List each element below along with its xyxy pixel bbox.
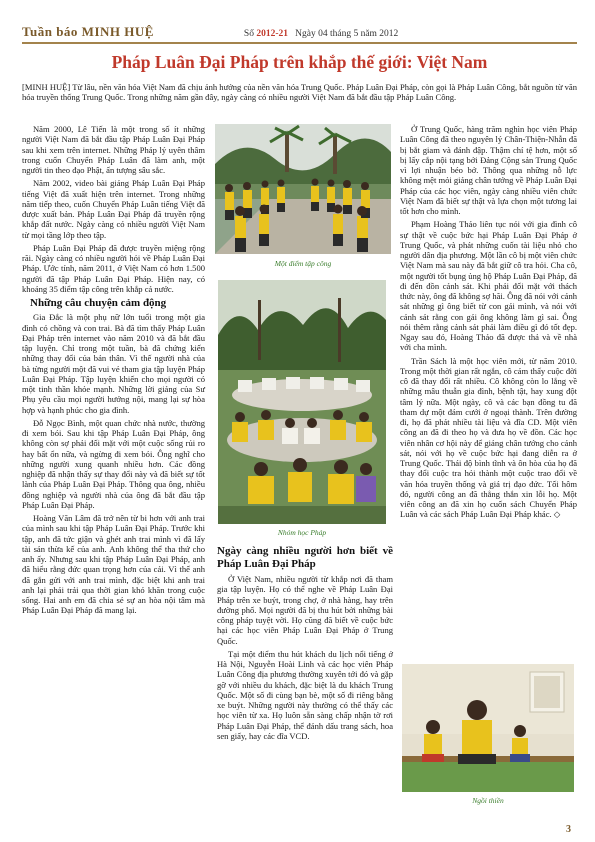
right-paragraph: Phạm Hoàng Thảo liên tục nói với gia đình cô sự thật về cuộc bức hại Pháp Luân Đại Pháp ở Trung Quốc, và phát những cuốn tài liệu nhỏ cho người dân địa phương. Một lần cô bị một viên chức Việt Nam mà sau này đã bắt giữ cô tra hỏi. Cha cô, một người tốt bụng ủng hộ Pháp Luân Đại Pháp, đã đi đến đồn cảnh sát. Khi phải đối mặt với thách thức này, ông đã không sợ hãi. Ông đã nói với cảnh sát những gì ông biết từ con gái mình, và nói với cảnh sát rằng con gái ông không làm gì sai. Ông nói thêm rằng cảnh sát phải làm điều gì đó tốt đẹp. Ngay sau đó, Hoàng Thảo đã được thả và về nhà với cha mình.: [400, 219, 577, 353]
issue-date: Ngày 04 tháng 5 năm 2012: [295, 29, 399, 39]
photo-caption: Ngồi thiền: [472, 796, 504, 805]
left-paragraph: Hoàng Văn Lâm đã trở nên từ bi hơn với anh trai của mình sau khi tập Pháp Luân Đại Pháp. Trước khi tập, anh đã tức giận và ghét anh trai mình vì đã lấy tài sản thừa kế của anh. Anh không thể tha thứ cho anh ấy. Nhưng sau khi tập Pháp Luân Đại Pháp, anh đã hiểu rằng đức quan trọng hơn của cải. Vì thế anh đã gắn gửi với anh trai mình, đặc biệt khi anh trai anh lại phải trải qua thời gian khó khăn trong cuộc sống. Hai anh em đã chia sẻ sự an hòa nội tâm mà Pháp Luân Đại Pháp đã mang lại.: [22, 513, 205, 616]
left-paragraph: Năm 2002, video bài giảng Pháp Luân Đại Pháp tiếng Việt đã xuất hiện trên internet. Trong những năm tiếp theo, cuốn Chuyển Pháp Luân tiếng Việt đã được xuất bản. Pháp Luân Đại Pháp đã truyền rộng khắp đất nước. Ngày càng có nhiều người Việt Nam từ mọi tầng lớp theo tập.: [22, 178, 205, 240]
article-intro: [MINH HUỆ] Từ lâu, nền văn hóa Việt Nam đã chịu ảnh hưởng của nền văn hóa Trung Quốc. Pháp Luân Đại Pháp, còn gọi là Pháp Luân Công, bắt nguồn từ văn hóa truyền thống Trung Quốc. Trong những năm gần đây, ngày càng có nhiều người Việt Nam đã bắt đầu tập Pháp Luân Công.: [22, 82, 577, 103]
issue-number: 2012-21: [256, 29, 289, 39]
right-column: [400, 124, 577, 523]
issue-prefix: Số: [243, 29, 254, 39]
group-exercise-photo: [215, 124, 391, 254]
photo-caption: Một điểm tập công: [274, 259, 332, 268]
study-group-photo: [218, 280, 386, 524]
left-paragraph: Gia Đắc là một phụ nữ lớn tuổi trong một gia đình có chồng và con trai. Bà đã tìm thấy Pháp Luân Đại Pháp trên internet vào năm 2010 và đã bắt đầu tập luyện. Chỉ trong một tuần, bà đã chứng kiến những thay đổi của bản thân. Vì thế người nhà của bà từng người một đã vui vẻ tham gia tập luyện Pháp Luân Đại Pháp. Tập luyện khiến cho mọi người có một tinh thần khỏe mạnh. Những lời giảng của Sư Phụ yêu cầu mọi người hướng nội, mang lại sự hòa hợp và hạnh phúc cho gia đình.: [22, 312, 205, 415]
masthead: [22, 18, 577, 40]
left-paragraph: Pháp Luân Đại Pháp đã được truyền miệng rộng rãi. Ngày càng có nhiều người hỏi về Pháp Luân Đại Pháp. Ước tính, năm 2011, ở Việt Nam có hơn 1.500 người đã tập Pháp Luân Đại Pháp. Hiện nay, có khoảng 35 điểm tập công trên khắp cả nước.: [22, 242, 205, 294]
photo-caption: Nhóm học Pháp: [277, 528, 327, 537]
article-headline: Pháp Luân Đại Pháp trên khắp thế giới: Việt Nam: [111, 52, 488, 72]
issue-info: [244, 29, 398, 39]
left-paragraph: Năm 2000, Lê Tiến là một trong số ít những người Việt Nam đã bắt đầu tập Pháp Luân Đại Pháp sau khi xem trên internet. Những Pháp lý uyên thâm trong cuốn Chuyển Pháp Luân đã làm anh, một người tin theo đạo Phật, ấn tượng sâu sắc.: [22, 124, 205, 175]
newspaper-title: Tuần báo MINH HUỆ: [22, 24, 154, 39]
middle-paragraph: Ở Việt Nam, nhiều người từ khắp nơi đã tham gia tập luyện. Họ có thể nghe về Pháp Luân Đại Pháp trên xe buýt, trong chợ, ở nhà hàng, hay trên đường phố. Mọi người đã bị thu hút bởi những bài công pháp tuyệt vời. Họ cũng đã biết về cuộc bức hại các học viên Pháp Luân Đại Pháp ở Trung Quốc.: [217, 574, 393, 646]
left-paragraph: Đỗ Ngọc Bình, một quan chức nhà nước, thường đi xem bói. Sau khi tập Pháp Luân Đại Pháp, ông không còn sợ phải đối mặt với một cuộc sống rủi ro hay bất ổn nữa, và ngừng đi xem bói. Ông nghĩ cho những người xung quanh nhiều hơn. Các đồng nghiệp đã nhận thấy sự thay đổi này và đã biết sự tốt lành của Pháp Luân Đại Pháp. Thông qua ông, nhiều đồng nghiệp và người nhà của ông đã bắt đầu tập Pháp Luân Đại Pháp.: [22, 417, 205, 510]
left-column: [22, 124, 205, 619]
right-paragraph: Trần Sách là một học viên mới, từ năm 2010. Trong một thời gian rất ngắn, cô cảm thấy cuộc đời cô đã thay đổi rất nhiều. Cô không còn lo lắng về những mâu thuẫn gia đình, bệnh tật, hay xung đột tâm lý nữa. Một ngày, cô và các bạn đồng tu đã tham dự một đám cưới ở ngoại thành. Trên đường đi, họ đã phát nhiều tài liệu và đĩa CD. Một viên công an đã đi theo họ và đưa họ về đồn. Các học viên nhân cơ hội này để giảng chân tướng cho cảnh sát, nói với họ về cuộc bức hại đang diễn ra ở Trung Quốc. Thái độ bình tĩnh và ôn hòa của họ đã thay đổi cuộc tra hỏi thành một cuộc trao đổi về văn hóa truyền thống và giá trị đạo đức. Tối hôm đó, người công an đã thẳng thắn xin lỗi họ. Một viên công an đã xin họ cuốn sách Chuyển Pháp Luân và các sách Pháp Luân Đại Pháp khác. ◇: [400, 355, 577, 520]
middle-column: [217, 545, 393, 744]
masthead-divider: [22, 42, 577, 44]
right-paragraph: Ở Trung Quốc, hàng trăm nghìn học viên Pháp Luân Công đã theo nguyên lý Chân-Thiện-Nhẫn đã bị bắt giam và đánh đập. Thậm chí tệ hơn, một số bị lấy cắp nội tạng bởi Đảng Cộng sản Trung Quốc vì lợi nhuận béo bở. Thông qua những nỗ lực không mệt mỏi giảng chân tướng về Pháp Luân Đại Pháp của các học viên, ngày càng nhiều viên chức Việt Nam đã biết sự thật và lựa chọn một tương lai tốt hơn cho mình.: [400, 124, 577, 216]
meditation-photo: [402, 664, 574, 792]
section-subhead: Ngày càng nhiều người hơn biết về Pháp Luân Đại Pháp: [217, 545, 393, 570]
middle-paragraph: Tại một điểm thu hút khách du lịch nổi tiếng ở Hà Nội, Nguyễn Hoài Linh và các học viên Pháp Luân Công địa phương thường xuyên tới đó và gặp gỡ với nhiều du khách, đặc biệt là du khách Trung Quốc. Một số đi cùng bạn bè, một số đi riêng bằng xe buýt. Những người này thường có thể thấy các học viên từ xa. Họ luôn sẵn sàng chấp nhận tờ rơi Pháp Luân Đại Pháp, thể đánh dấu trang sách, hoa sen giấy, hay các đĩa VCD.: [217, 648, 393, 741]
page-number: 3: [566, 824, 571, 835]
section-subhead: Những câu chuyện cảm động: [30, 297, 167, 309]
